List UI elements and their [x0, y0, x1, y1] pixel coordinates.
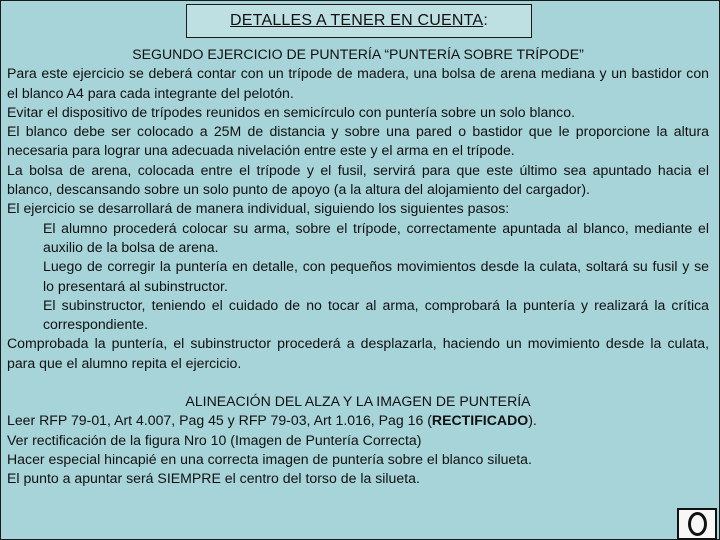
paragraph-target: El blanco debe ser colocado a 25M de distancia y sobre una pared o bastidor que le proporcione la altura necesaria para lograr una adecuada nivelación entre este y el arma en el trípode. [7, 123, 709, 159]
paragraph-steps-intro: El ejercicio se desarrollará de manera individual, siguiendo los siguientes pasos: [7, 200, 510, 217]
circle-icon [688, 512, 707, 536]
paragraph-equipment: Para este ejercicio se deberá contar con un trípode de madera, una bolsa de arena mediana y un bastidor con el blanco A4 para cada integrante del pelotón. [7, 65, 709, 101]
paragraph-avoid: Evitar el dispositivo de trípodes reunidos en semicírculo con puntería sobre un solo blanco. [7, 103, 575, 120]
paragraph-sandbag: La bolsa de arena, colocada entre el trípode y el fusil, servirá para que este último sea apuntado hacia el blanco, descansando sobre un solo punto de apoyo (a la altura del alojamiento del cargador). [7, 161, 709, 198]
paragraph-repeat: Comprobada la puntería, el subinstructor procederá a desplazarla, haciendo un movimiento desde la culata, para que el alumno repita el ejercicio. [7, 335, 709, 371]
reference-text: Leer RFP 79-01, Art 4.007, Pag 45 y RFP 79-03, Art 1.016, Pag 16 ( [7, 412, 432, 429]
reference-close: ). [528, 412, 537, 429]
section1-heading: SEGUNDO EJERCICIO DE PUNTERÍA “PUNTERÍA SOBRE TRÍPODE” [132, 46, 584, 62]
section2-heading: ALINEACIÓN DEL ALZA Y LA IMAGEN DE PUNTERÍA [185, 393, 531, 410]
page-title [187, 12, 531, 30]
corner-mark [677, 508, 717, 540]
step-item: El subinstructor, teniendo el cuidado de no tocar al arma, comprobará la puntería y realizará la crítica correspondiente. [43, 296, 709, 333]
figure-reference: Ver rectificación de la figura Nro 10 (Imagen de Puntería Correcta) [7, 431, 422, 448]
emphasis-line: Hacer especial hincapié en una correcta imagen de puntería sobre el blanco silueta. [7, 450, 532, 467]
reference-line [7, 411, 709, 430]
title-box [186, 4, 532, 38]
aim-point-line: El punto a apuntar será SIEMPRE el centro del torso de la silueta. [7, 470, 420, 487]
page-title-text: DETALLES A TENER EN CUENTA [230, 12, 484, 29]
step-item: El alumno procederá colocar su arma, sobre el trípode, correctamente apuntada al blanco, mediante el auxilio de la bolsa de arena. [43, 219, 709, 255]
main-content [7, 45, 709, 489]
spacer [7, 373, 709, 392]
step-item: Luego de corregir la puntería en detalle, con pequeños movimientos desde la culata, soltará su fusil y se lo presentará al subinstructor. [43, 258, 709, 294]
rectificado-label: RECTIFICADO [431, 412, 529, 429]
page-title-suffix: : [483, 12, 488, 29]
